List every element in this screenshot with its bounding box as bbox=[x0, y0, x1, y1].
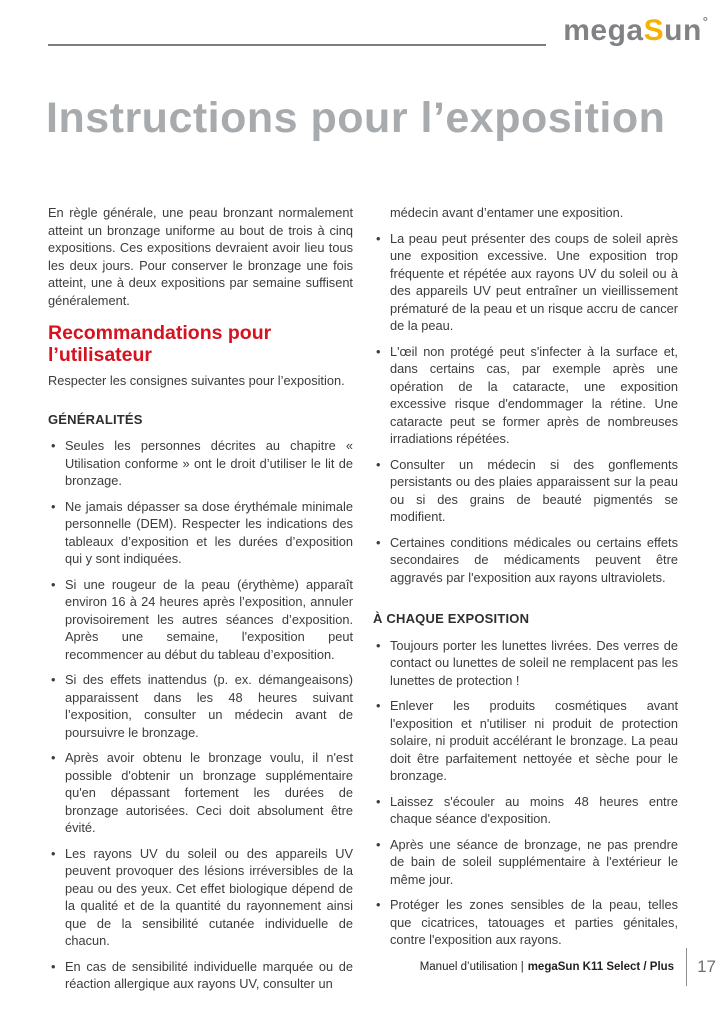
bullet-marker: • bbox=[376, 456, 381, 472]
list-item-text: Certaines conditions médicales ou certains effets secondaires de médicaments peuvent être aggravés par l'exposition aux rayons ultraviolets. bbox=[390, 534, 678, 585]
list-item-text: Laissez s'écouler au moins 48 heures entre chaque séance d'exposition. bbox=[390, 793, 678, 826]
list-item-text: Protéger les zones sensibles de la peau, telles que cicatrices, tatouages et parties génitales, contre l'exposition aux rayons. bbox=[390, 897, 678, 947]
megasun-logo bbox=[563, 14, 708, 48]
body-columns bbox=[48, 204, 678, 1001]
list-item-text: Toujours porter les lunettes livrées. Des verres de contact ou lunettes de soleil ne remplacent pas les lunettes de protection ! bbox=[390, 637, 678, 688]
list-item bbox=[373, 793, 678, 828]
logo-text-un: un bbox=[664, 14, 702, 47]
list-item bbox=[48, 498, 353, 568]
bullet-marker: • bbox=[376, 793, 381, 809]
list-item-text: Ne jamais dépasser sa dose érythémale minimale personnelle (DEM). Respecter les indications des tableaux d’exposition et les durées d’exposition qui y sont indiquées. bbox=[65, 498, 353, 566]
footer-product-name: megaSun K11 Select / Plus bbox=[527, 961, 675, 973]
right-column bbox=[373, 204, 678, 1001]
left-column bbox=[48, 204, 353, 1001]
logo-text-mega: mega bbox=[563, 14, 644, 47]
bullet-marker: • bbox=[51, 750, 56, 765]
logo-text-s: S bbox=[643, 14, 665, 47]
bullet-marker: • bbox=[376, 836, 381, 852]
chaque-exposition-heading: À CHAQUE EXPOSITION bbox=[373, 611, 530, 626]
page-number: 17 bbox=[697, 957, 716, 976]
list-item bbox=[373, 343, 678, 448]
intro-paragraph: En règle générale, une peau bronzant normalement atteint un bronzage uniforme au bout de trois à cinq expositions. Ces expositions devraient avoir lieu tous les deux jours. Pour conserver le bronzage une fois atteint, une à deux expositions par semaine suffisent généralement. bbox=[48, 205, 353, 308]
split-bullet-continuation: médecin avant d’entamer une exposition. bbox=[390, 205, 624, 220]
list-item bbox=[48, 576, 353, 664]
list-item bbox=[373, 836, 678, 889]
list-item-text: Si une rougeur de la peau (érythème) apparaît environ 16 à 24 heures après l’exposition, annuler provisoirement les autres séances d’exposition. Après une semaine, l'exposition peut recommencer au début du tableau d’exposition. bbox=[65, 576, 353, 662]
bullet-marker: • bbox=[51, 672, 56, 687]
list-item-text: Enlever les produits cosmétiques avant l'exposition et n'utiliser ni produit de protection solaire, ni produit accélérant le bronzage. La peau doit être parfaitement nettoyée et sèche pour le bronzage. bbox=[390, 698, 678, 783]
list-item-text: Consulter un médecin si des gonflements persistants ou des plaies apparaissent sur la peau ou si des grains de beauté pigmentés se modifient. bbox=[390, 456, 678, 524]
bullet-marker: • bbox=[51, 958, 56, 974]
list-item-text: Après avoir obtenu le bronzage voulu, il n'est possible d'obtenir un bronzage supplémentaire qu'en dépassant fortement les durées de bronzage autorisées. Ceci doit absolument être évité. bbox=[65, 750, 353, 835]
bullet-marker: • bbox=[51, 576, 56, 592]
footer-manual-label: Manuel d’utilisation | bbox=[419, 961, 524, 973]
list-item-text: Après une séance de bronzage, ne pas prendre de bain de soleil supplémentaire à l'extérieur le même jour. bbox=[390, 836, 678, 887]
recommendations-heading: Recommandations pour l’utilisateur bbox=[48, 322, 272, 366]
bullet-marker: • bbox=[51, 845, 56, 861]
list-item bbox=[48, 437, 353, 490]
list-item bbox=[373, 456, 678, 526]
list-item-text: Seules les personnes décrites au chapitre « Utilisation conforme » ont le droit d’utiliser le lit de bronzage. bbox=[65, 438, 353, 488]
logo-registered-mark: ° bbox=[702, 14, 708, 29]
list-item bbox=[373, 534, 678, 587]
header-rule bbox=[48, 44, 546, 46]
list-item bbox=[373, 697, 678, 785]
bullet-marker: • bbox=[376, 343, 381, 359]
page-footer bbox=[420, 948, 716, 986]
list-item-text: La peau peut présenter des coups de soleil après une exposition excessive. Une exposition trop fréquente et répétée aux rayons UV du soleil ou à des appareils UV peut entraîner un vieillissement prématuré de la peau et un risque accru de cancer de la peau. bbox=[390, 230, 678, 333]
list-item bbox=[373, 896, 678, 949]
list-item bbox=[48, 958, 353, 993]
bullet-marker: • bbox=[376, 230, 381, 246]
list-item bbox=[48, 671, 353, 741]
list-item-text: L'œil non protégé peut s'infecter à la surface et, dans certains cas, par exemple après une opération de la cataracte, une exposition excessive risque d'endommager la rétine. Une cataracte peut se former après de nombreuses irradiations répétées. bbox=[390, 343, 678, 446]
list-item bbox=[48, 749, 353, 837]
bullet-marker: • bbox=[376, 637, 381, 653]
bullet-marker: • bbox=[376, 698, 381, 713]
recommendations-subtitle: Respecter les consignes suivantes pour l’exposition. bbox=[48, 373, 345, 388]
list-item bbox=[48, 845, 353, 950]
list-item-text: En cas de sensibilité individuelle marquée ou de réaction allergique aux rayons UV, consulter un bbox=[65, 958, 353, 991]
generalites-heading: GÉNÉRALITÉS bbox=[48, 411, 143, 427]
footer-divider bbox=[686, 948, 687, 986]
bullet-marker: • bbox=[51, 438, 56, 453]
list-item-text: Si des effets inattendus (p. ex. démangeaisons) apparaissent dans les 48 heures suivant l’exposition, consulter un médecin avant de poursuivre le bronzage. bbox=[65, 672, 353, 740]
page-title: Instructions pour l’exposition bbox=[46, 94, 666, 142]
list-item bbox=[373, 230, 678, 335]
bullet-marker: • bbox=[376, 897, 381, 912]
list-item bbox=[373, 637, 678, 690]
bullet-marker: • bbox=[51, 498, 56, 514]
bullet-marker: • bbox=[376, 534, 381, 550]
list-item-text: Les rayons UV du soleil ou des appareils UV peuvent provoquer des lésions irréversibles de la peau ou des yeux. Cet effet biologique dépend de la qualité et de la quantité du rayonnement ainsi que de la sensibilité cutanée individuelle de chacun. bbox=[65, 845, 353, 948]
